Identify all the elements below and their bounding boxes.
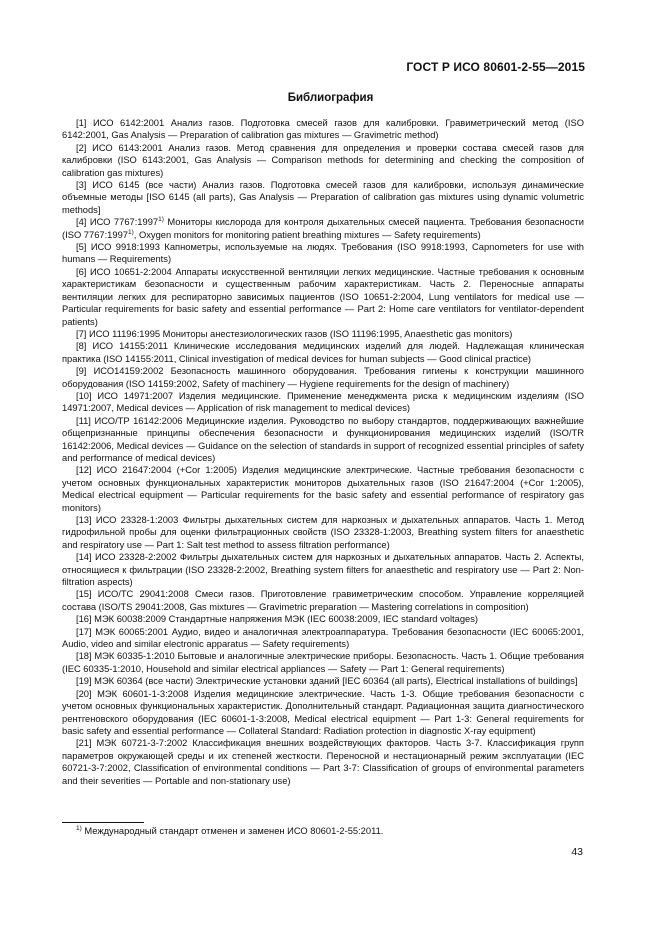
reference-item: [2] ИСО 6143:2001 Анализ газов. Метод сравнения для определения и проверки состава смесей газов для калибровки (ISO 6143:2001, Gas Analysis — Comparison methods for determining and checking the composition of calibration gas mixtures)	[62, 142, 584, 178]
reference-item: [13] ИСО 23328-1:2003 Фильтры дыхательных систем для наркозных и дыхательных аппаратов. Часть 1. Метод гидрофильной пробы для оценки фильтрационных свойств (ISO 23328-1:2003, Breathing system filters for anaesthetic and respiratory use — Part 1: Salt test method to assess filtration performance)	[62, 515, 584, 550]
reference-item: [18] МЭК 60335-1:2010 Бытовые и аналогичные электрические приборы. Безопасность. Часть 1. Общие требования (IEC 60335-1:2010, Household and similar electrical appliances — Safety — Part 1: General requirements)	[62, 651, 584, 674]
footnote-divider	[62, 822, 144, 823]
page-title: Библиография	[287, 92, 374, 104]
footnote-marker: 1)	[158, 216, 164, 224]
footnote-marker: 1)	[76, 824, 82, 832]
footnote-text: Международный стандарт отменен и заменен ИСО 80601-2-55:2011.	[81, 826, 384, 836]
bibliography-list	[62, 117, 584, 787]
reference-text: Мониторы кислорода для контроля дыхательных смесей пациента. Требования безопасности (ISO 7767:1997	[62, 217, 584, 240]
reference-item: [20] МЭК 60601-1-3:2008 Изделия медицинские электрические. Часть 1-3. Общие требования безопасности с учетом основных функциональных характеристик. Дополнительный стандарт. Радиационная защита диагностического рентгеновского оборудования (IEC 60601-1-3:2008, Medical electrical equipment — Part 1-3: General requirements for basic safety and essential performance — Collateral Standard: Radiation protection in diagnostic X-ray equipment)	[62, 688, 584, 736]
reference-item: [5] ИСО 9918:1993 Капнометры, используемые на людях. Требования (ISO 9918:1993, Capnometers for use with humans — Requirements)	[62, 242, 584, 265]
reference-item: [10] ИСО 14971:2007 Изделия медицинские. Применение менеджмента риска к медицинским изделиям (ISO 14971:2007, Medical devices — Application of risk management to medical devices)	[62, 390, 584, 414]
page-number: 43	[571, 846, 583, 858]
reference-item: [14] ИСО 23328-2:2002 Фильтры дыхательных систем для наркозных и дыхательных аппаратов. Часть 2. Аспекты, относящиеся к фильтрации (ISO 23328-2:2002, Breathing system filters for anaesthetic and respiratory use — Part 2: Non-filtration aspects)	[62, 552, 584, 588]
reference-item: [9] ИСО14159:2002 Безопасность машинного оборудования. Требования гигиены к конструкции машинного оборудования (ISO 14159:2002, Safety of machinery — Hygiene requirements for the design of machinery)	[62, 366, 584, 389]
reference-item: [19] МЭК 60364 (все части) Электрические установки зданий [IEC 60364 (all parts), Electrical installations of buildings]	[76, 676, 578, 687]
reference-item: [17] МЭК 60065:2001 Аудио, видео и аналогичная электроаппаратура. Требования безопасности (IEC 60065:2001, Audio, video and similar electronic apparatus — Safety requirements)	[62, 626, 584, 650]
reference-item: [7] ИСО 11196:1995 Мониторы анестезиологических газов (ISO 11196:1995, Anaesthetic gas monitors)	[76, 328, 513, 339]
reference-item: [8] ИСО 14155:2011 Клинические исследования медицинских изделий для людей. Надлежащая клиническая практика (ISO 14155:2011, Clinical investigation of medical devices for human subjects — Good clinical practice)	[62, 341, 584, 364]
reference-item	[62, 216, 584, 241]
reference-item: [3] ИСО 6145 (все части) Анализ газов. Подготовка смесей газов для калибровки, используя динамические объемные методы [ISO 6145 (all parts), Gas Analysis — Preparation of calibration gas mixtures using dynamic volumetric methods]	[62, 180, 584, 215]
reference-item: [15] ИСО/ТС 29041:2008 Смеси газов. Приготовление гравиметрическим способом. Управление корреляцией состава (ISO/TS 29041:2008, Gas mixtures — Gravimetric preparation — Mastering correlations in composition)	[62, 589, 584, 612]
reference-text: , Oxygen monitors for monitoring patient breathing mixtures — Safety requirements)	[133, 229, 481, 240]
reference-text: [4] ИСО 7767:1997	[76, 217, 159, 228]
reference-item: [11] ИСО/TP 16142:2006 Медицинские изделия. Руководство по выбору стандартов, поддерживающих важнейшие общепризнанные принципы обеспечения безопасности и функционирования медицинских изделий (ISO/TR 16142:2006, Medical devices — Guidance on the selection of standards in support of recognized essential principles of safety and performance of medical devices)	[62, 415, 584, 463]
reference-item: [1] ИСО 6142:2001 Анализ газов. Подготовка смесей газов для калибровки. Гравиметрический метод (ISO 6142:2001, Gas Analysis — Preparation of calibration gas mixtures — Gravimetric method)	[62, 118, 584, 141]
reference-item: [12] ИСО 21647:2004 (+Cor 1:2005) Изделия медицинские электрические. Частные требования безопасности с учетом основных функциональных характеристик мониторов дыхательных газов (ISO 21647:2004 (+Cor 1:2005), Medical electrical equipment — Particular requirements for the basic safety and essential performance of respiratory gas monitors)	[62, 465, 584, 513]
reference-item: [6] ИСО 10651-2:2004 Аппараты искусственной вентиляции легких медицинские. Частные требования к основным характеристикам безопасности и существенным рабочим характеристикам. Часть 2. Переносные аппараты вентиляции легких для респираторно зависимых пациентов (ISO 10651-2:2004, Lung ventilators for medical use — Particular requirements for basic safety and essential performance — Part 2: Home care ventilators for ventilator-dependent patients)	[62, 266, 584, 327]
footnote	[76, 826, 383, 836]
document-code-header: ГОСТ Р ИСО 80601-2-55—2015	[406, 60, 585, 74]
reference-item: [16] МЭК 60038:2009 Стандартные напряжения МЭК (IEC 60038:2009, IEC standard voltages)	[76, 614, 479, 625]
footnote-marker: 1)	[127, 228, 134, 236]
reference-item: [21] МЭК 60721-3-7:2002 Классификация внешних воздействующих факторов. Часть 3-7. Классификация групп параметров окружающей среды и их степеней жесткости. Переносной и нестационарный режим эксплуатации (IEC 60721-3-7:2002, Classification of environmental conditions — Part 3-7: Classification of groups of environmental parameters and their severities — Portable and non-stationary use)	[62, 738, 584, 786]
